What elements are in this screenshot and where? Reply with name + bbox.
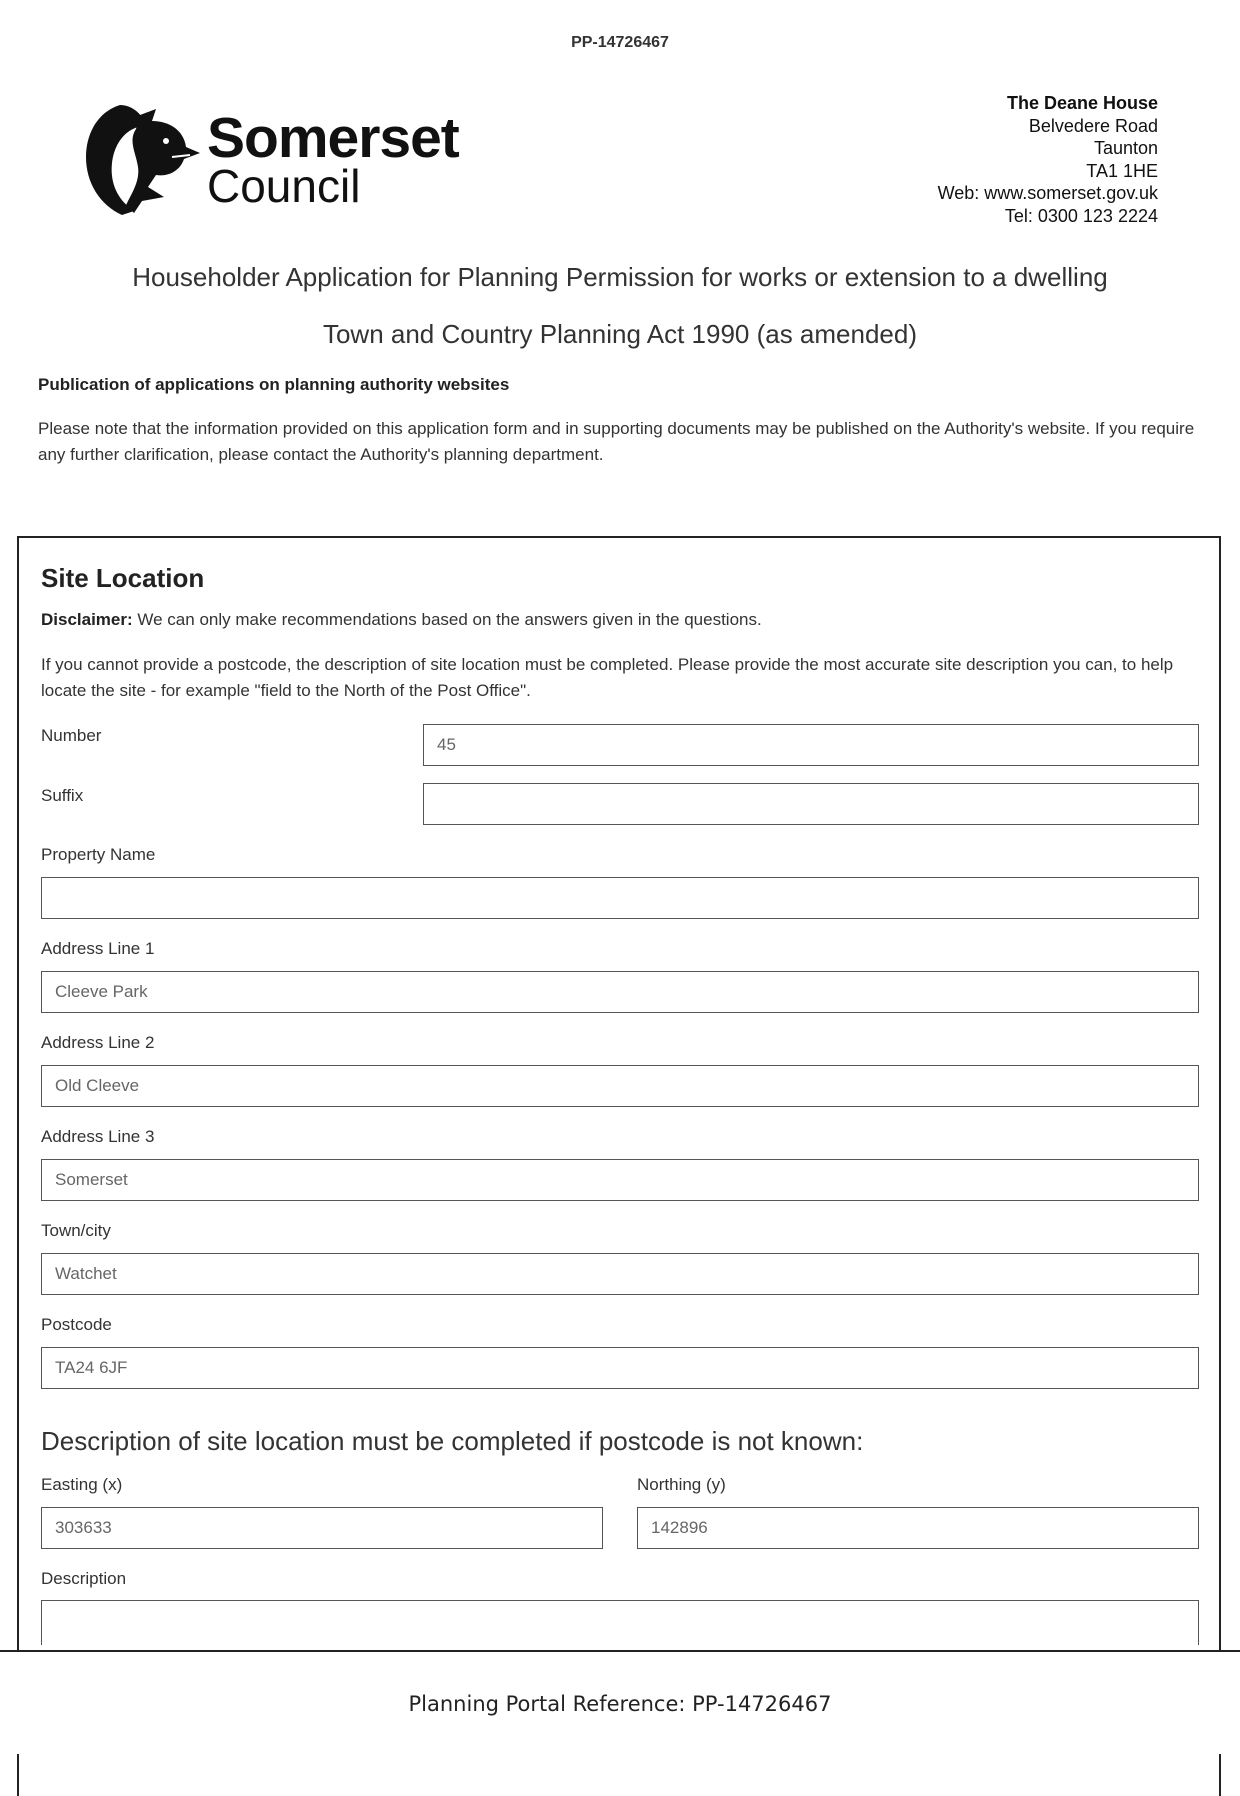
address-town: Taunton — [1093, 138, 1158, 158]
publication-text: Please note that the information provided on this application form and in supporting documents may be published on the Authority's website. If you require any further clarification, please contact the Authority's planning department. — [38, 419, 1195, 464]
address-road: Belvedere Road — [1028, 115, 1158, 136]
suffix-label: Suffix — [41, 786, 84, 805]
dragon-icon — [80, 101, 215, 219]
site-location-title: Site Location — [41, 563, 205, 593]
number-field[interactable]: 45 — [423, 724, 1199, 766]
suffix-field[interactable] — [423, 783, 1199, 825]
address-line-1-field[interactable]: Cleeve Park — [41, 971, 1199, 1013]
reference-number: PP-14726467 — [571, 34, 669, 51]
logo-name: Somerset — [207, 106, 459, 171]
form-act: Town and Country Planning Act 1990 (as amended) — [322, 319, 918, 349]
address-line-3-field[interactable]: Somerset — [41, 1159, 1199, 1201]
publication-heading: Publication of applications on planning authority websites — [38, 375, 510, 394]
address-building: The Deane House — [1006, 93, 1158, 113]
logo-sub: Council — [207, 160, 361, 213]
council-logo — [80, 100, 480, 220]
footer-reference: Planning Portal Reference: PP-14726467 — [408, 1692, 832, 1716]
form-title: Householder Application for Planning Permission for works or extension to a dwelling — [132, 262, 1108, 292]
footer-divider — [0, 1650, 1240, 1652]
town-city-field[interactable]: Watchet — [41, 1253, 1199, 1295]
address-web: Web: www.somerset.gov.uk — [937, 183, 1158, 203]
postcode-label: Postcode — [41, 1315, 112, 1334]
description-label: Description — [41, 1569, 127, 1588]
address-line-1-label: Address Line 1 — [41, 939, 155, 958]
address-line-3-label: Address Line 3 — [41, 1127, 155, 1146]
postcode-field[interactable]: TA24 6JF — [41, 1347, 1199, 1389]
postcode-note: If you cannot provide a postcode, the description of site location must be completed. Please provide the most accurate site description you can, to help locate the site - for example "field to the North of the Post Office". — [41, 655, 1174, 700]
northing-label: Northing (y) — [637, 1475, 726, 1494]
property-name-field[interactable] — [41, 877, 1199, 919]
address-line-2-label: Address Line 2 — [41, 1033, 155, 1052]
easting-field[interactable]: 303633 — [41, 1507, 603, 1549]
northing-field[interactable]: 142896 — [637, 1507, 1199, 1549]
description-textarea[interactable] — [41, 1600, 1199, 1645]
disclaimer-text: We can only make recommendations based on the answers given in the questions. — [132, 610, 762, 629]
address-line-2-field[interactable]: Old Cleeve — [41, 1065, 1199, 1107]
town-city-label: Town/city — [41, 1221, 111, 1240]
address-tel: Tel: 0300 123 2224 — [1004, 205, 1158, 226]
disclaimer-label: Disclaimer: — [41, 610, 133, 629]
property-name-label: Property Name — [41, 845, 156, 864]
easting-label: Easting (x) — [41, 1475, 123, 1494]
address-postcode: TA1 1HE — [1086, 160, 1158, 181]
number-label: Number — [41, 726, 102, 745]
council-address — [938, 92, 1158, 227]
description-heading: Description of site location must be completed if postcode is not known: — [41, 1426, 864, 1456]
disclaimer — [41, 610, 762, 630]
